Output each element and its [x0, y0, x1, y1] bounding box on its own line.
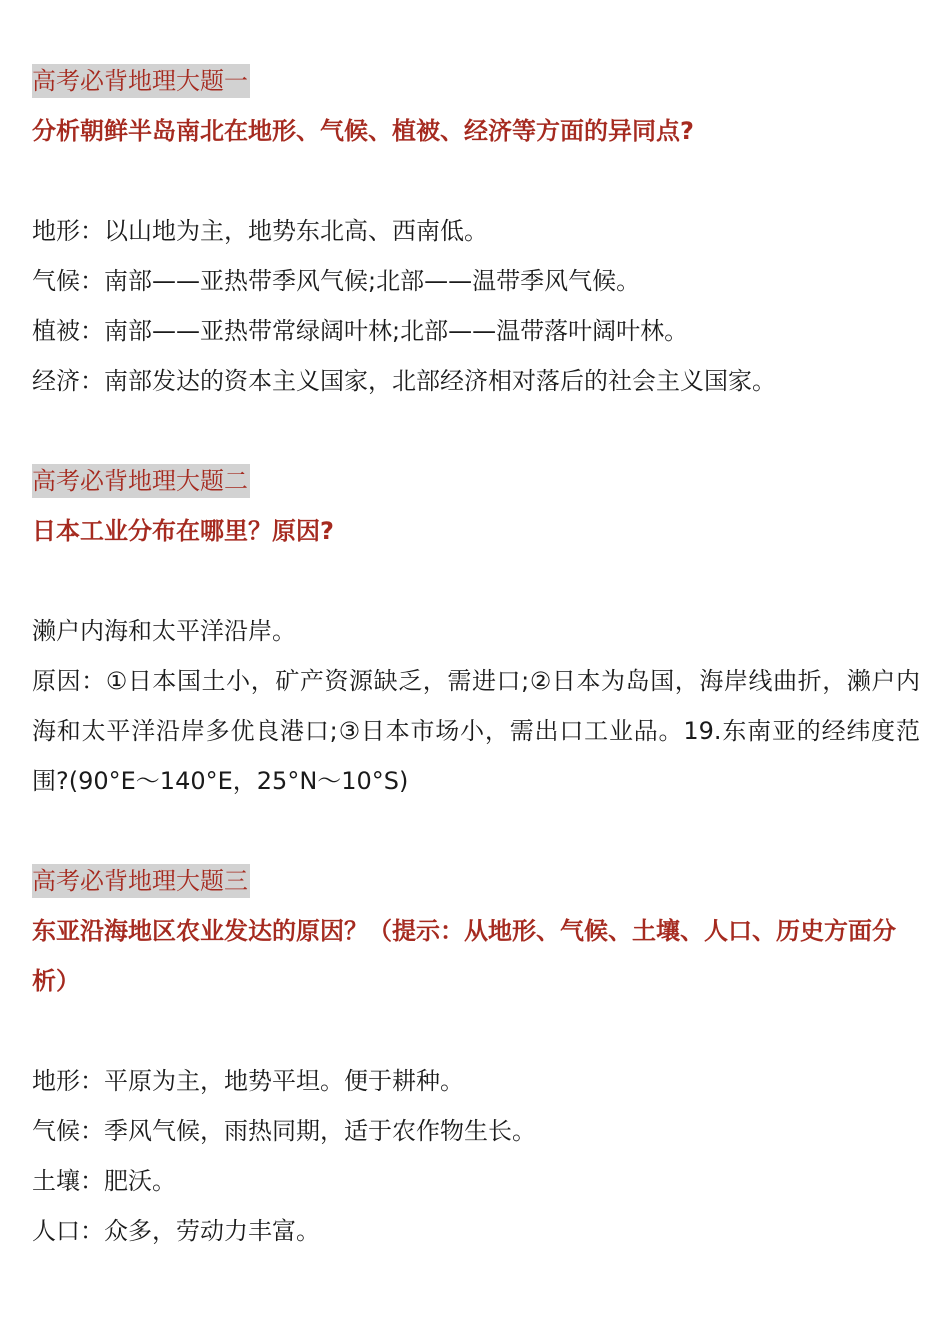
- answer-line: 植被：南部——亚热带常绿阔叶林;北部——温带落叶阔叶林。: [32, 317, 689, 345]
- section-2: [32, 464, 920, 806]
- section-heading: 高考必背地理大题一: [32, 64, 250, 98]
- answer-line: 地形：以山地为主，地势东北高、西南低。: [32, 217, 488, 245]
- answer-line: 濑户内海和太平洋沿岸。: [32, 617, 296, 645]
- section-heading: 高考必背地理大题二: [32, 464, 250, 498]
- spacer: [32, 556, 920, 606]
- answer-line: 气候：南部——亚热带季风气候;北部——温带季风气候。: [32, 267, 641, 295]
- section-question: 东亚沿海地区农业发达的原因？（提示：从地形、气候、土壤、人口、历史方面分析）: [32, 917, 896, 995]
- section-question: 日本工业分布在哪里？原因?: [32, 517, 334, 545]
- answer-line: 气候：季风气候，雨热同期，适于农作物生长。: [32, 1117, 536, 1145]
- section-1: [32, 64, 920, 406]
- answer-line: 人口：众多，劳动力丰富。: [32, 1217, 320, 1245]
- answer-line: 地形：平原为主，地势平坦。便于耕种。: [32, 1067, 464, 1095]
- spacer: [32, 1006, 920, 1056]
- section-3: [32, 864, 920, 1256]
- spacer: [32, 156, 920, 206]
- answer-line: 经济：南部发达的资本主义国家，北部经济相对落后的社会主义国家。: [32, 367, 776, 395]
- answer-paragraph: 原因：①日本国土小，矿产资源缺乏，需进口;②日本为岛国，海岸线曲折，濑户内海和太平洋沿岸多优良港口;③日本市场小，需出口工业品。19.东南亚的经纬度范围?(90°E～140°E，25°N～10°S): [32, 667, 920, 795]
- section-heading: 高考必背地理大题三: [32, 864, 250, 898]
- section-question: 分析朝鲜半岛南北在地形、气候、植被、经济等方面的异同点?: [32, 117, 694, 145]
- answer-line: 土壤：肥沃。: [32, 1167, 176, 1195]
